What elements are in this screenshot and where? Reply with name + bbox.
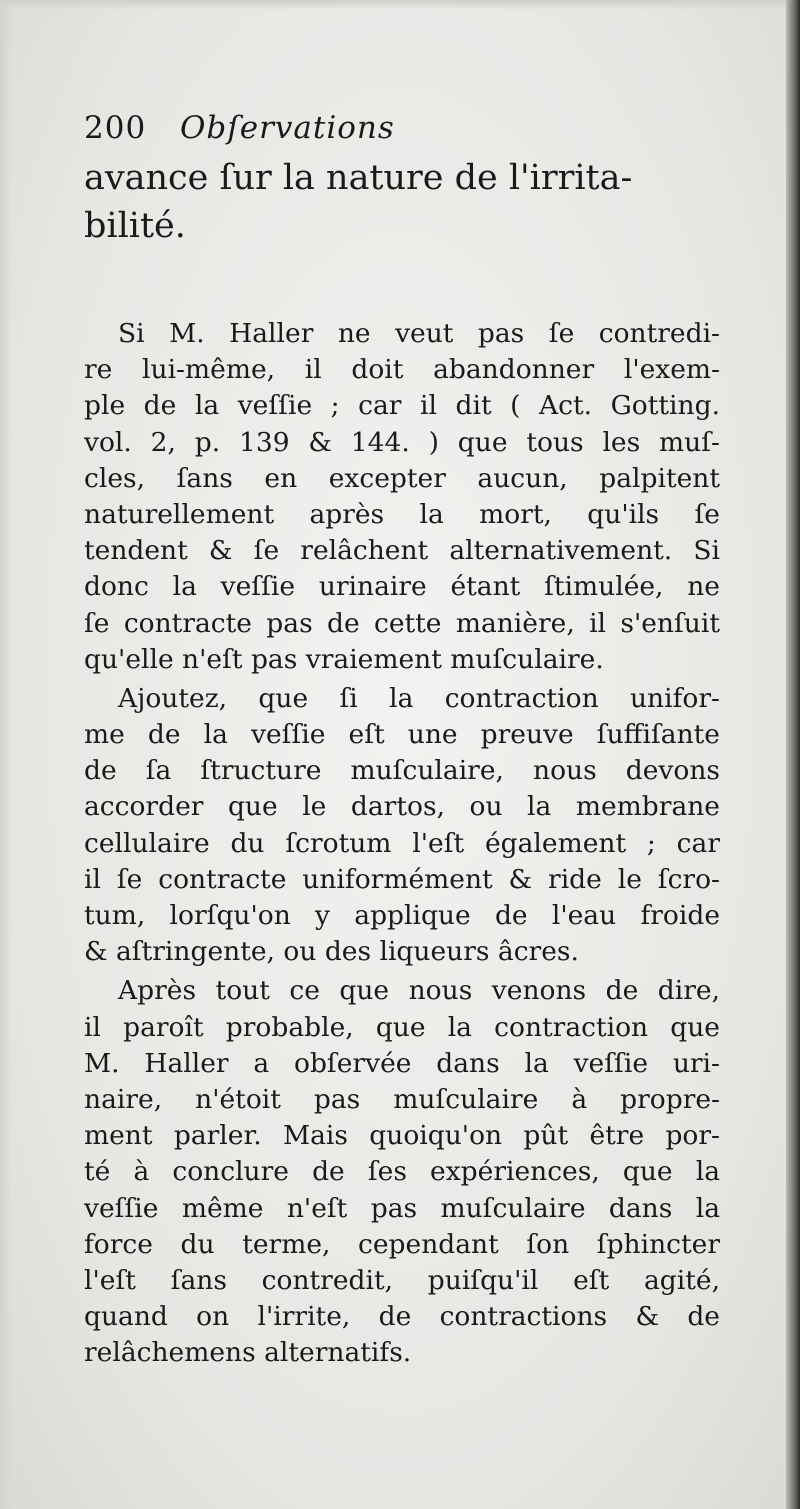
text-line: cles, ſans en excepter aucun, palpitent <box>84 462 720 494</box>
text-line: naire, n'étoit pas muſculaire à propre- <box>84 1083 720 1115</box>
paragraph-2 <box>84 681 720 971</box>
text-line: ſe contracte pas de cette manière, il s'enſuit <box>84 607 720 639</box>
text-line: il ſe contracte uniformément & ride le ſcro- <box>84 863 720 895</box>
text-line: avance ſur la nature de l'irrita- <box>84 158 633 198</box>
text-line: force du terme, cependant ſon ſphincter <box>84 1228 720 1260</box>
text-line: il paroît probable, que la contraction que <box>84 1011 720 1043</box>
text-line: M. Haller a obſervée dans la veſſie uri- <box>84 1047 720 1079</box>
scan-edge-right <box>786 0 800 1509</box>
text-line: tendent & ſe relâchent alternativement. Si <box>84 535 720 567</box>
text-line: vol. 2, p. 139 & 144. ) que tous les muſ- <box>84 426 720 458</box>
text-line: cellulaire du ſcrotum l'eſt également ; car <box>84 827 720 859</box>
text-line: Ajoutez, que ſi la contraction unifor- <box>118 682 720 714</box>
text-line: l'eſt ſans contredit, puiſqu'il eſt agité, <box>84 1264 720 1296</box>
paragraph-gap <box>84 250 720 316</box>
scan-edge-top <box>0 0 800 10</box>
text-line: me de la veſſie eſt une preuve ſuffiſante <box>84 719 720 751</box>
text-line: Si M. Haller ne veut pas ſe contredi- <box>118 318 720 349</box>
text-line: té à conclure de ſes expériences, que la <box>84 1156 720 1188</box>
running-title: Obſervations <box>180 110 395 146</box>
text-line: qu'elle n'eſt pas vraiement muſculaire. <box>84 643 604 675</box>
text-line: ment parler. Mais quoiqu'on pût être por- <box>84 1120 720 1152</box>
text-line: quand on l'irrite, de contractions & de <box>84 1301 720 1333</box>
text-line: bilité. <box>84 206 186 246</box>
scan-edge-left <box>0 0 12 1509</box>
opening-text <box>84 154 720 250</box>
running-head <box>84 102 720 154</box>
text-line: relâchemens alternatifs. <box>84 1337 412 1369</box>
text-line: de ſa ſtructure muſculaire, nous devons <box>84 755 720 787</box>
text-line: ple de la veſſie ; car il dit ( Act. Gotting. <box>84 390 720 422</box>
text-line: veſſie même n'eſt pas muſculaire dans la <box>84 1192 720 1224</box>
text-line: Après tout ce que nous venons de dire, <box>118 975 720 1007</box>
text-line: re lui-même, il doit abandonner l'exem- <box>84 354 720 386</box>
text-line: accorder que le dartos, ou la membrane <box>84 791 720 823</box>
page-text <box>84 102 720 1371</box>
text-line: tum, lorſqu'on y applique de l'eau froide <box>84 900 720 931</box>
paragraph-3 <box>84 973 720 1371</box>
paragraph-1 <box>84 316 720 678</box>
text-line: donc la veſſie urinaire étant ſtimulée, ne <box>84 571 720 603</box>
body-text <box>84 316 720 1371</box>
text-line: & aſtringente, ou des liqueurs âcres. <box>84 936 579 968</box>
text-line: naturellement après la mort, qu'ils ſe <box>84 498 720 530</box>
page-number: 200 <box>84 110 147 146</box>
